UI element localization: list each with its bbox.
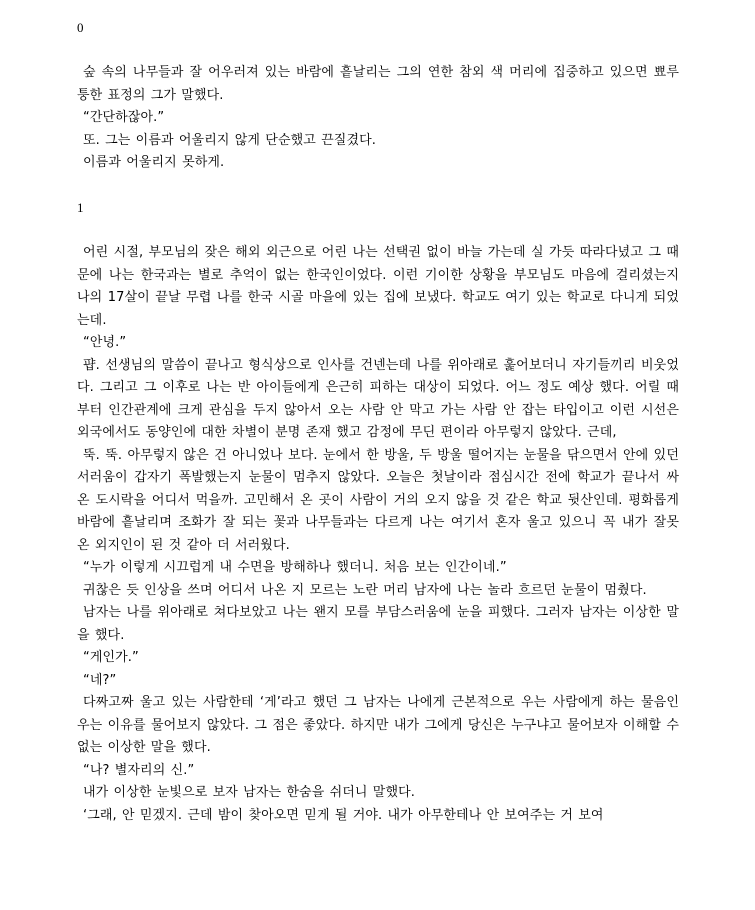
paragraph: “게인가.” [83,650,139,665]
paragraph: 내가 이상한 눈빛으로 보자 남자는 한숨을 쉬더니 말했다. [83,785,415,800]
paragraph: 귀찮은 듯 인상을 쓰며 어디서 나온 지 모르는 노란 머리 남자에 나는 놀라 흐르던 눈물이 멈췄다. [83,582,647,598]
chapter-number: 1 [77,200,84,215]
spacer [77,40,679,63]
paragraph: “네?” [83,672,117,688]
paragraph: “간단하잖아.” [83,110,165,125]
chapter-number: 0 [77,20,84,35]
paragraph: 어린 시절, 부모님의 잦은 해외 외근으로 어린 나는 선택권 없이 바늘 가는데 실 가듯 따라다녔고 그 때문에 나는 한국과는 별로 추억이 없는 한국인이었다. 이런 기이한 상황을 부모님도 마음에 걸리셨는지 나의 17살이 끝날 무렵 나를 한국 시골 마을에 있는 집에 보냈다. 학교도 여기 있는 학교로 다니게 되었는데. [77,245,679,328]
paragraph: 또. 그는 이름과 어울리지 않게 단순했고 끈질겼다. [83,132,377,148]
paragraph: 숲 속의 나무들과 잘 어우러져 있는 바람에 흩날리는 그의 연한 참외 색 머리에 집중하고 있으면 뾰루퉁한 표정의 그가 말했다. [77,65,679,103]
paragraph: 이름과 어울리지 못하게. [83,155,225,170]
paragraph: 다짜고짜 울고 있는 사람한테 ‘게’라고 했던 그 남자는 나에게 근본적으로 우는 사람에게 하는 물음인 우는 이유를 물어보지 않았다. 그 점은 좋았다. 하지만 내가 그에게 당신은 누구냐고 물어보자 이해할 수 없는 이상한 말을 했다. [77,695,679,755]
spacer [77,175,679,198]
paragraph: “나? 별자리의 신.” [83,762,195,778]
document-page [77,17,679,827]
paragraph: “안녕.” [83,335,127,350]
paragraph: 뚝. 뚝. 아무렇지 않은 건 아니었나 보다. 눈에서 한 방울, 두 방울 떨어지는 눈물을 닦으면서 안에 있던 서러움이 갑자기 폭발했는지 눈물이 멈추지 않았다. 오늘은 첫날이라 점심시간 전에 학교가 끝나서 싸 온 도시락을 어디서 먹을까. 고민해서 온 곳이 사람이 거의 오지 않을 것 같은 학교 뒷산인데. 평화롭게 바람에 흩날리며 조화가 잘 되는 꽃과 나무들과는 다르게 나는 여기서 혼자 울고 있으니 꼭 내가 잘못 온 외지인이 된 것 같아 더 서러웠다. [77,447,679,553]
paragraph: 퍕. 선생님의 말씀이 끝나고 형식상으로 인사를 건넨는데 나를 위아래로 훑어보더니 자기들끼리 비웃었다. 그리고 그 이후로 나는 반 아이들에게 은근히 피하는 대상이 되었다. 어느 정도 예상 했다. 어릴 때부터 인간관계에 크게 관심을 두지 않아서 오는 사람 안 막고 가는 사람 안 잡는 타입이고 이런 시선은 외국에서도 동양인에 대한 차별이 분명 존재 했고 감정에 무딘 편이라 아무렇지 않았다. 근데, [77,357,679,440]
paragraph: “누가 이렇게 시끄럽게 내 수면을 방해하나 했더니. 처음 보는 인간이네.” [83,560,507,575]
paragraph: ‘그래, 안 믿겠지. 근데 밤이 찾아오면 믿게 될 거야. 내가 아무한테나 안 보여주는 거 보여 [83,807,604,823]
paragraph: 남자는 나를 위아래로 쳐다보았고 나는 왠지 모를 부담스러움에 눈을 피했다. 그러자 남자는 이상한 말을 했다. [77,605,679,643]
spacer [77,220,679,243]
